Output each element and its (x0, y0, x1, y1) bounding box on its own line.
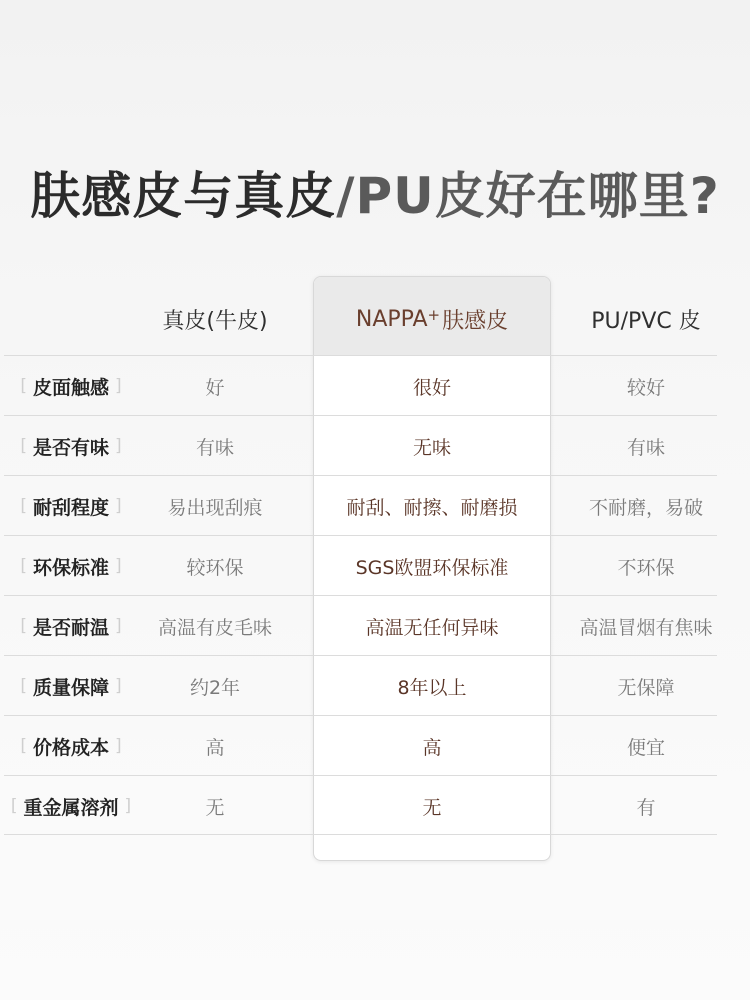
bracket-close: ] (115, 436, 122, 456)
row-label-text: 质量保障 (32, 676, 109, 699)
header-genuine-leather: 真皮(牛皮) (162, 308, 268, 334)
bracket-open: [ (20, 616, 27, 636)
bracket-open: [ (20, 496, 27, 516)
page-title (0, 156, 750, 228)
title-main: 肤感皮与真皮 (30, 167, 337, 225)
row-label (4, 776, 138, 836)
table-row (4, 715, 717, 775)
table-row (4, 355, 717, 415)
bracket-open: [ (20, 736, 27, 756)
header-pu-pvc-leather: PU/PVC 皮 (591, 308, 701, 334)
cell-genuine: 无 (205, 796, 225, 819)
row-label (4, 416, 138, 476)
cell-pu: 无保障 (617, 676, 675, 699)
cell-pu: 高温冒烟有焦味 (579, 616, 713, 639)
header-nappa-leather (313, 296, 551, 342)
cell-nappa: 无味 (412, 436, 451, 459)
cell-genuine: 有味 (195, 436, 234, 459)
row-label-text: 价格成本 (32, 736, 109, 759)
row-label (4, 596, 138, 656)
bracket-open: [ (10, 796, 18, 816)
cell-pu: 便宜 (626, 736, 665, 759)
cell-nappa: 高 (422, 736, 442, 759)
bracket-close: ] (115, 676, 122, 696)
cell-genuine: 约2年 (189, 676, 241, 699)
row-label-text: 是否耐温 (32, 616, 109, 639)
row-label-text: 重金属溶剂 (23, 796, 119, 819)
bracket-close: ] (115, 556, 122, 576)
cell-nappa: 高温无任何异味 (365, 616, 499, 639)
bracket-close: ] (115, 376, 122, 396)
cell-pu: 较好 (626, 376, 665, 399)
cell-nappa: 8年以上 (397, 676, 467, 699)
row-label (4, 656, 138, 716)
header-nappa-tail: 肤感皮 (442, 308, 509, 334)
cell-pu: 不环保 (617, 556, 675, 579)
cell-pu: 不耐磨，易破 (588, 496, 703, 519)
table-row (4, 475, 717, 535)
cell-nappa: SGS欧盟环保标准 (355, 556, 509, 579)
cell-genuine: 易出现刮痕 (167, 496, 263, 519)
table-row (4, 535, 717, 595)
row-label (4, 476, 138, 536)
row-label-text: 皮面触感 (32, 376, 109, 399)
cell-genuine: 好 (205, 376, 225, 399)
table-row (4, 655, 717, 715)
header-nappa-plus: + (427, 306, 441, 324)
table-row (4, 775, 717, 835)
row-label (4, 536, 138, 596)
cell-pu: 有 (636, 796, 656, 819)
bracket-open: [ (20, 556, 27, 576)
bracket-close: ] (124, 796, 132, 816)
cell-pu: 有味 (626, 436, 665, 459)
header-nappa-brand: NAPPA (355, 306, 428, 332)
bracket-close: ] (115, 616, 122, 636)
cell-genuine: 较环保 (186, 556, 244, 579)
row-label (4, 716, 138, 776)
bracket-open: [ (20, 436, 27, 456)
cell-nappa: 耐刮、耐擦、耐磨损 (346, 496, 518, 519)
row-label-text: 环保标准 (32, 556, 109, 579)
cell-nappa: 很好 (412, 376, 451, 399)
table-row (4, 415, 717, 475)
table-row (4, 595, 717, 655)
bracket-close: ] (115, 736, 122, 756)
cell-genuine: 高 (205, 736, 225, 759)
cell-genuine: 高温有皮毛味 (157, 616, 272, 639)
bracket-close: ] (115, 496, 122, 516)
cell-nappa: 无 (422, 796, 442, 819)
title-rest: /PU皮好在哪里? (336, 167, 720, 225)
row-label (4, 356, 138, 416)
row-label-text: 是否有味 (32, 436, 109, 459)
bracket-open: [ (20, 376, 27, 396)
row-label-text: 耐刮程度 (32, 496, 109, 519)
comparison-table (4, 355, 717, 835)
bracket-open: [ (20, 676, 27, 696)
